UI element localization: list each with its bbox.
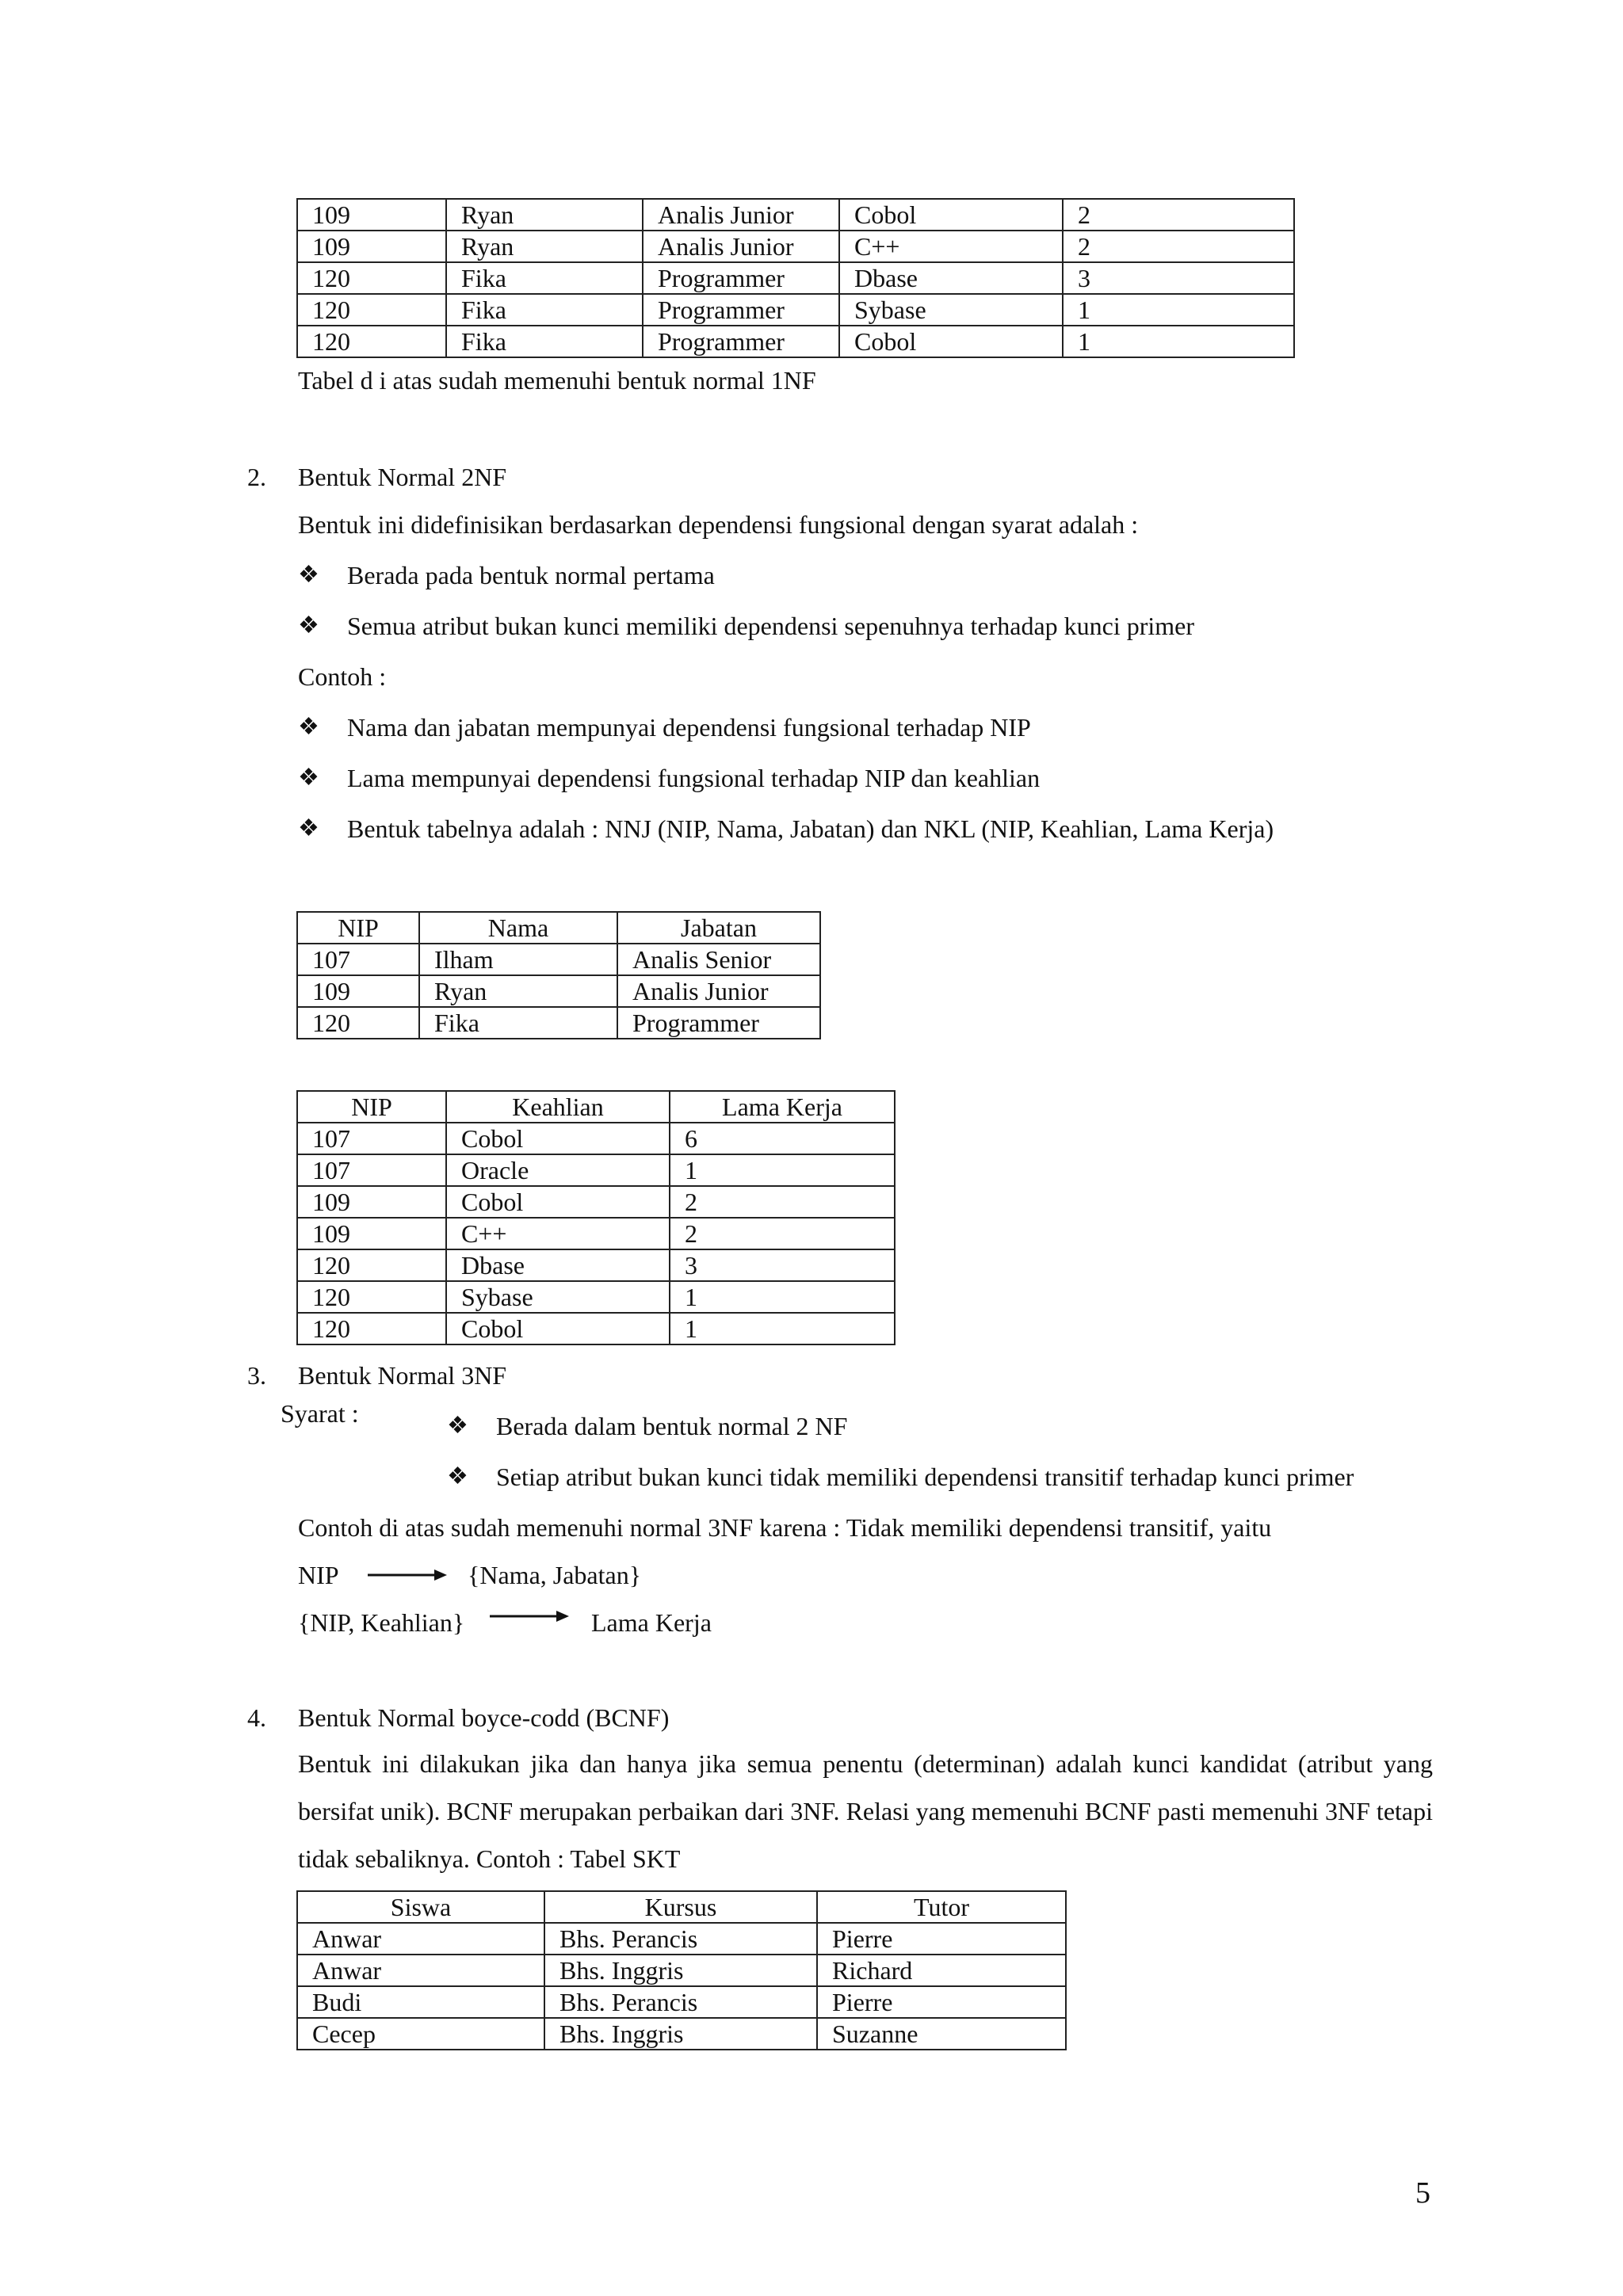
- table-cell: Cobol: [446, 1186, 670, 1218]
- section-2-example-bullet: Bentuk tabelnya adalah : NNJ (NIP, Nama, Jabatan) dan NKL (NIP, Keahlian, Lama Kerja): [347, 814, 1274, 843]
- table-cell: 120: [297, 1249, 446, 1281]
- table-cell: Ryan: [419, 975, 617, 1007]
- table-cell: Programmer: [617, 1007, 820, 1039]
- right-arrow-icon: [490, 1608, 569, 1624]
- table-header-row: [297, 1091, 895, 1123]
- table-row: [297, 1007, 820, 1039]
- dependency-1-right: {Nama, Jabatan}: [468, 1561, 642, 1589]
- table-cell: Programmer: [643, 262, 839, 294]
- table-cell: C++: [839, 231, 1063, 262]
- table-cell: 120: [297, 326, 446, 357]
- table-cell: 109: [297, 975, 419, 1007]
- table-cell: 120: [297, 262, 446, 294]
- table-cell: 107: [297, 944, 419, 975]
- section-2-example-bullet: Lama mempunyai dependensi fungsional terhadap NIP dan keahlian: [347, 764, 1041, 792]
- section-2-bullet: Berada pada bentuk normal pertama: [347, 561, 715, 589]
- table-row: [297, 1923, 1066, 1955]
- section-4-paragraph: Bentuk ini dilakukan jika dan hanya jika semua penentu (determinan) adalah kunci kandidat (atribut yang bersifat unik). BCNF merupakan perbaikan dari 3NF. Relasi yang memenuhi BCNF pasti memenuhi 3NF tetapi tidak sebaliknya. Contoh : Tabel SKT: [298, 1749, 1433, 1873]
- table-row: [297, 944, 820, 975]
- table-cell: Dbase: [446, 1249, 670, 1281]
- table-cell: Bhs. Inggris: [544, 1955, 817, 1986]
- table-nkl: [296, 1090, 896, 1345]
- table-cell: Ilham: [419, 944, 617, 975]
- table-cell: Dbase: [839, 262, 1063, 294]
- section-3-bullet: Setiap atribut bukan kunci tidak memiliki dependensi transitif terhadap kunci primer: [496, 1463, 1354, 1491]
- section-3-number: 3.: [247, 1361, 266, 1390]
- table-cell: Oracle: [446, 1154, 670, 1186]
- table-cell: Fika: [446, 326, 643, 357]
- dependency-2-left: {NIP, Keahlian}: [298, 1608, 465, 1637]
- section-2-example-label: Contoh :: [298, 662, 387, 691]
- column-header: NIP: [297, 1091, 446, 1123]
- table-cell: Richard: [817, 1955, 1066, 1986]
- table-1nf-body: [297, 199, 1294, 357]
- table-cell: Budi: [297, 1986, 544, 2018]
- table-cell: Pierre: [817, 1986, 1066, 2018]
- table-row: [297, 975, 820, 1007]
- table-cell: Fika: [446, 262, 643, 294]
- table-cell: 2: [670, 1186, 895, 1218]
- table-cell: Bhs. Inggris: [544, 2018, 817, 2050]
- table-cell: 1: [670, 1154, 895, 1186]
- section-3-title: Bentuk Normal 3NF: [298, 1361, 507, 1390]
- diamond-bullet-icon: ❖: [298, 612, 319, 639]
- section-3-bullet: Berada dalam bentuk normal 2 NF: [496, 1412, 848, 1440]
- table-cell: 3: [1063, 262, 1294, 294]
- section-4-number: 4.: [247, 1703, 266, 1732]
- table-1nf-caption: Tabel d i atas sudah memenuhi bentuk normal 1NF: [298, 366, 816, 395]
- table-cell: Anwar: [297, 1955, 544, 1986]
- table-cell: Fika: [419, 1007, 617, 1039]
- dependency-1-left: NIP: [298, 1561, 339, 1589]
- table-cell: Anwar: [297, 1923, 544, 1955]
- table-cell: 109: [297, 1218, 446, 1249]
- table-cell: Programmer: [643, 326, 839, 357]
- table-cell: 2: [1063, 199, 1294, 231]
- table-cell: Bhs. Perancis: [544, 1923, 817, 1955]
- table-cell: Cobol: [839, 199, 1063, 231]
- table-cell: Ryan: [446, 231, 643, 262]
- table-cell: Sybase: [446, 1281, 670, 1313]
- table-cell: 1: [1063, 294, 1294, 326]
- diamond-bullet-icon: ❖: [298, 714, 319, 740]
- table-row: [297, 262, 1294, 294]
- table-row: [297, 2018, 1066, 2050]
- table-cell: Analis Junior: [643, 199, 839, 231]
- table-cell: Sybase: [839, 294, 1063, 326]
- diamond-bullet-icon: ❖: [447, 1463, 468, 1489]
- table-cell: 120: [297, 1313, 446, 1344]
- table-cell: 120: [297, 294, 446, 326]
- section-3-syarat-label: Syarat :: [281, 1399, 359, 1428]
- diamond-bullet-icon: ❖: [447, 1413, 468, 1439]
- table-row: [297, 1186, 895, 1218]
- page-number: 5: [1415, 2176, 1430, 2210]
- table-cell: 107: [297, 1123, 446, 1154]
- table-row: [297, 1218, 895, 1249]
- table-cell: Cobol: [839, 326, 1063, 357]
- column-header: Jabatan: [617, 912, 820, 944]
- column-header: Tutor: [817, 1891, 1066, 1923]
- table-cell: 109: [297, 1186, 446, 1218]
- diamond-bullet-icon: ❖: [298, 562, 319, 588]
- table-cell: 1: [670, 1313, 895, 1344]
- diamond-bullet-icon: ❖: [298, 765, 319, 791]
- table-cell: 2: [1063, 231, 1294, 262]
- table-cell: Pierre: [817, 1923, 1066, 1955]
- right-arrow-icon: [368, 1567, 447, 1583]
- table-header-row: [297, 912, 820, 944]
- table-cell: 107: [297, 1154, 446, 1186]
- column-header: Lama Kerja: [670, 1091, 895, 1123]
- table-skt: [296, 1890, 1067, 2050]
- table-cell: Cobol: [446, 1313, 670, 1344]
- table-header-row: [297, 1891, 1066, 1923]
- column-header: NIP: [297, 912, 419, 944]
- table-cell: 6: [670, 1123, 895, 1154]
- column-header: Kursus: [544, 1891, 817, 1923]
- table-cell: 3: [670, 1249, 895, 1281]
- table-cell: Analis Junior: [617, 975, 820, 1007]
- table-cell: 109: [297, 199, 446, 231]
- table-row: [297, 1154, 895, 1186]
- table-row: [297, 199, 1294, 231]
- table-cell: Fika: [446, 294, 643, 326]
- section-4-title: Bentuk Normal boyce-codd (BCNF): [298, 1703, 670, 1732]
- section-2-bullet: Semua atribut bukan kunci memiliki dependensi sepenuhnya terhadap kunci primer: [347, 612, 1195, 640]
- table-cell: Programmer: [643, 294, 839, 326]
- table-cell: Cobol: [446, 1123, 670, 1154]
- table-row: [297, 1281, 895, 1313]
- table-nnj: [296, 911, 821, 1039]
- table-row: [297, 1955, 1066, 1986]
- section-2-intro: Bentuk ini didefinisikan berdasarkan dependensi fungsional dengan syarat adalah :: [298, 510, 1139, 539]
- table-cell: Analis Junior: [643, 231, 839, 262]
- table-cell: Ryan: [446, 199, 643, 231]
- table-cell: 2: [670, 1218, 895, 1249]
- table-row: [297, 1123, 895, 1154]
- column-header: Keahlian: [446, 1091, 670, 1123]
- diamond-bullet-icon: ❖: [298, 815, 319, 841]
- dependency-2-right: Lama Kerja: [591, 1608, 712, 1637]
- table-cell: 109: [297, 231, 446, 262]
- table-cell: C++: [446, 1218, 670, 1249]
- table-cell: Bhs. Perancis: [544, 1986, 817, 2018]
- table-1nf-continued: [296, 198, 1295, 358]
- section-3-note: Contoh di atas sudah memenuhi normal 3NF karena : Tidak memiliki dependensi transitif, yaitu: [298, 1513, 1272, 1542]
- table-cell: 120: [297, 1281, 446, 1313]
- section-2-title: Bentuk Normal 2NF: [298, 463, 507, 491]
- table-row: [297, 294, 1294, 326]
- table-row: [297, 1249, 895, 1281]
- table-cell: Suzanne: [817, 2018, 1066, 2050]
- table-cell: Analis Senior: [617, 944, 820, 975]
- column-header: Nama: [419, 912, 617, 944]
- table-cell: Cecep: [297, 2018, 544, 2050]
- table-cell: 1: [670, 1281, 895, 1313]
- table-cell: 1: [1063, 326, 1294, 357]
- table-row: [297, 1313, 895, 1344]
- section-2-example-bullet: Nama dan jabatan mempunyai dependensi fungsional terhadap NIP: [347, 713, 1031, 742]
- section-2-number: 2.: [247, 463, 266, 491]
- table-cell: 120: [297, 1007, 419, 1039]
- column-header: Siswa: [297, 1891, 544, 1923]
- table-row: [297, 1986, 1066, 2018]
- table-row: [297, 231, 1294, 262]
- table-row: [297, 326, 1294, 357]
